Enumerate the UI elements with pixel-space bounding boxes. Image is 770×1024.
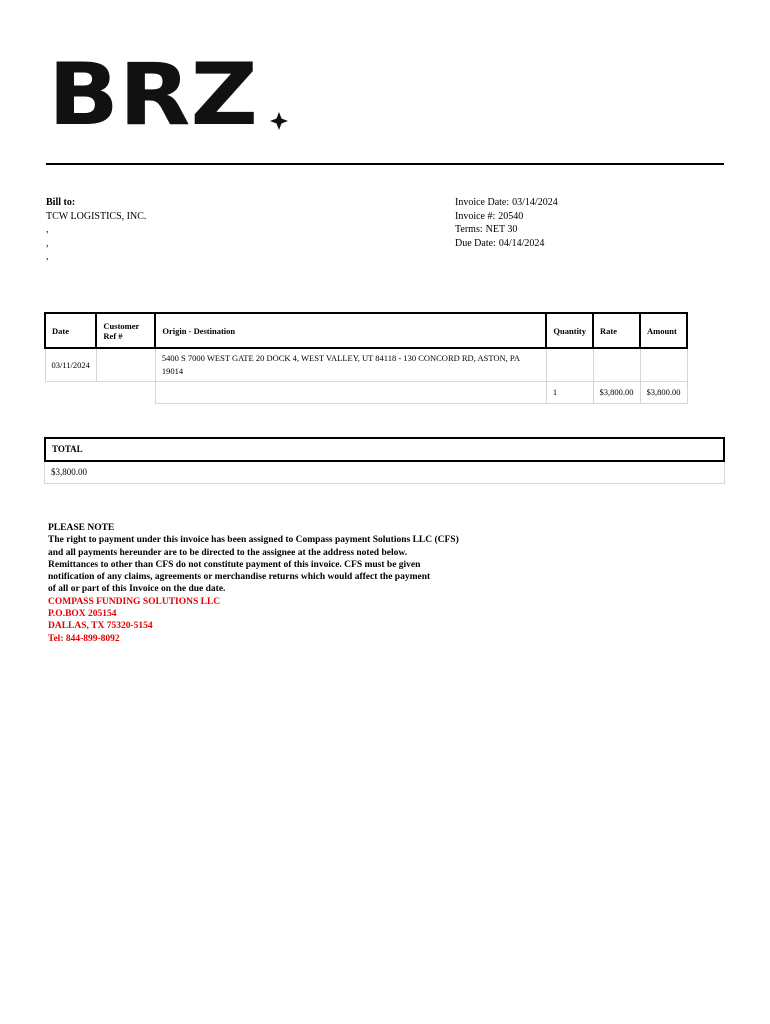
invoice-date-value: 03/14/2024 bbox=[512, 197, 558, 208]
header-divider bbox=[46, 163, 724, 165]
cell-empty bbox=[45, 381, 96, 403]
bill-to-block bbox=[46, 196, 146, 264]
terms-row bbox=[455, 223, 558, 237]
line-items-table bbox=[44, 312, 688, 404]
note-line: notification of any claims, agreements or merchandise returns which would affect the payment bbox=[48, 572, 431, 583]
cell-empty bbox=[640, 348, 687, 381]
table-header-row bbox=[45, 313, 687, 348]
col-header-quantity: Quantity bbox=[546, 313, 593, 348]
due-date-value: 04/14/2024 bbox=[498, 237, 545, 249]
payment-note bbox=[48, 522, 459, 645]
cell-customer-ref bbox=[96, 348, 155, 381]
table-row bbox=[45, 381, 687, 403]
logo-text: BRZ bbox=[48, 50, 258, 132]
bill-to-label: Bill to: bbox=[46, 197, 76, 208]
bill-to-line: , bbox=[46, 237, 49, 249]
sparkle-icon bbox=[270, 112, 288, 130]
bill-to-company: TCW LOGISTICS, INC. bbox=[46, 210, 147, 222]
col-header-customer-ref: Customer Ref # bbox=[96, 313, 155, 348]
col-header-rate: Rate bbox=[593, 313, 640, 348]
due-date-row bbox=[455, 237, 558, 251]
invoice-number-row bbox=[455, 210, 558, 224]
note-title: PLEASE NOTE bbox=[48, 523, 115, 533]
bill-to-line: , bbox=[46, 251, 49, 262]
cell-quantity: 1 bbox=[546, 381, 593, 403]
cell-empty bbox=[96, 381, 155, 403]
col-header-date: Date bbox=[45, 313, 96, 348]
invoice-date-row bbox=[455, 196, 558, 210]
table-row bbox=[45, 348, 687, 381]
terms-label: Terms: bbox=[455, 224, 483, 235]
note-line: Remittances to other than CFS do not constitute payment of this invoice. CFS must be given bbox=[48, 559, 421, 570]
bill-to-line: , bbox=[46, 224, 49, 235]
invoice-number-value: 20540 bbox=[498, 210, 524, 222]
cell-amount: $3,800.00 bbox=[640, 381, 687, 403]
terms-value: NET 30 bbox=[485, 224, 518, 235]
cell-empty bbox=[593, 348, 640, 381]
invoice-meta bbox=[455, 196, 558, 250]
note-line: and all payments hereunder are to be directed to the assignee at the address noted below. bbox=[48, 547, 408, 558]
cell-origin-destination: 5400 S 7000 WEST GATE 20 DOCK 4, WEST VALLEY, UT 84118 - 130 CONCORD RD, ASTON, PA 19014 bbox=[155, 348, 546, 381]
cell-date: 03/11/2024 bbox=[45, 348, 96, 381]
remit-city: DALLAS, TX 75320-5154 bbox=[48, 621, 153, 632]
remit-po-box: P.O.BOX 205154 bbox=[48, 609, 117, 620]
invoice-date-label: Invoice Date: bbox=[455, 197, 510, 208]
total-block bbox=[44, 437, 725, 484]
col-header-origin-destination: Origin - Destination bbox=[155, 313, 546, 348]
invoice-number-label: Invoice #: bbox=[455, 210, 496, 222]
note-line: of all or part of this Invoice on the due date. bbox=[48, 584, 226, 595]
total-label: TOTAL bbox=[44, 437, 725, 462]
cell-rate: $3,800.00 bbox=[593, 381, 640, 403]
total-value: $3,800.00 bbox=[44, 462, 725, 484]
col-header-amount: Amount bbox=[640, 313, 687, 348]
due-date-label: Due Date: bbox=[455, 237, 496, 249]
remit-company: COMPASS FUNDING SOLUTIONS LLC bbox=[48, 596, 221, 607]
remit-phone: Tel: 844-899-8092 bbox=[48, 633, 120, 644]
cell-empty bbox=[155, 381, 546, 403]
brz-logo bbox=[48, 50, 288, 132]
note-line: The right to payment under this invoice has been assigned to Compass payment Solutions LLC (CFS) bbox=[48, 535, 459, 546]
cell-empty bbox=[546, 348, 593, 381]
